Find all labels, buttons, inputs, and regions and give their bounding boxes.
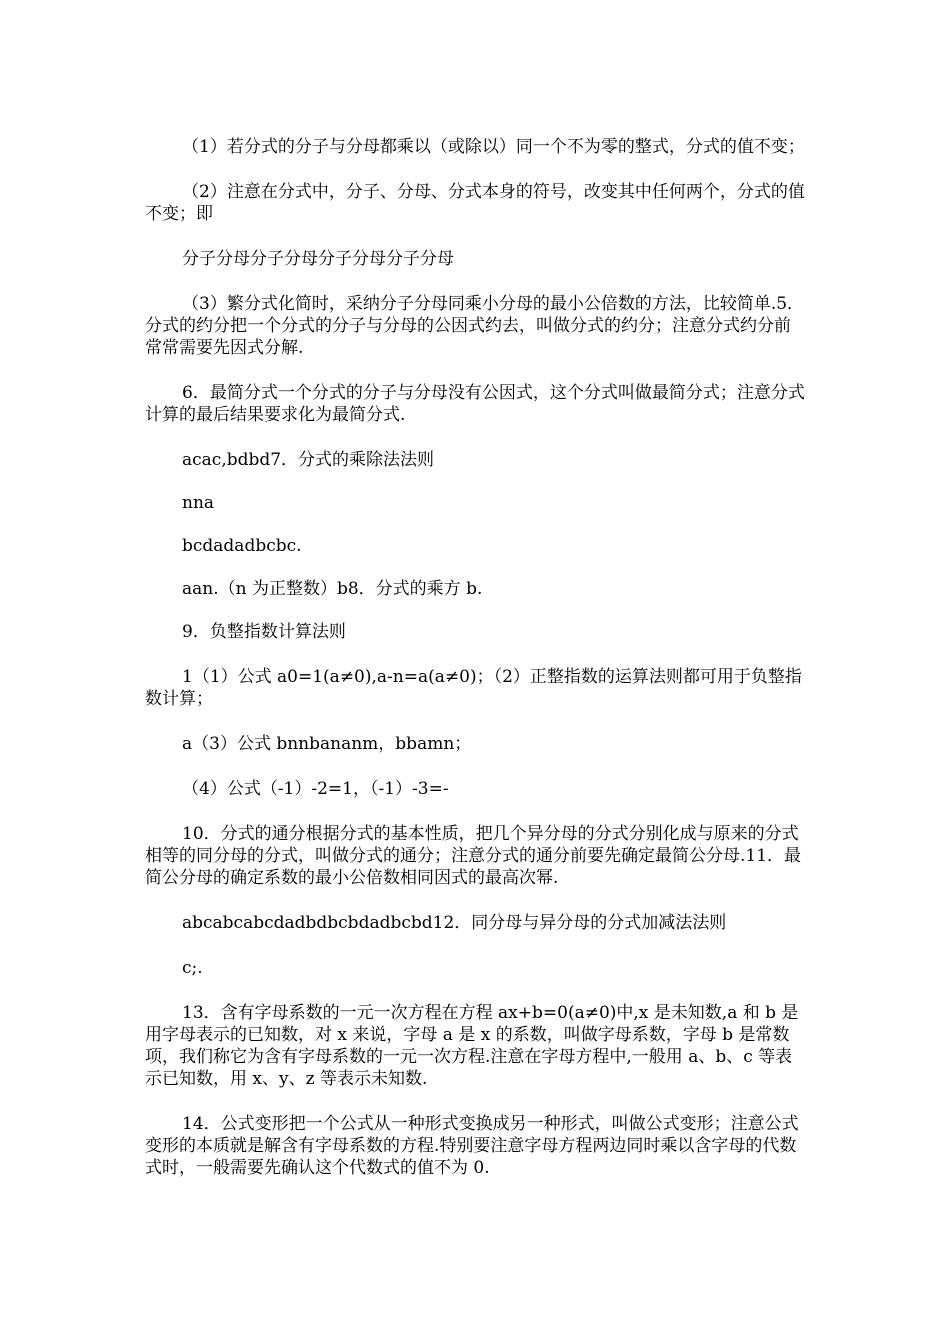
paragraph-13: （4）公式（-1）-2=1，（-1）-3=-	[182, 779, 449, 799]
paragraph-3: 分子分母分子分母分子分母分子分母	[182, 249, 454, 269]
paragraph-4: （3）繁分式化简时，采纳分子分母同乘小分母的最小公倍数的方法，比较简单.5．分式的约分把一个分式的分子与分母的公因式约去，叫做分式的约分；注意分式约分前常常需要先因式分解.	[145, 294, 805, 358]
paragraph-2: （2）注意在分式中，分子、分母、分式本身的符号，改变其中任何两个，分式的值不变；即	[145, 182, 805, 224]
paragraph-5: 6．最简分式一个分式的分子与分母没有公因式，这个分式叫做最简分式；注意分式计算的最后结果要求化为最简分式.	[145, 383, 805, 425]
paragraph-9: aan.（n 为正整数）b8．分式的乘方 b.	[182, 579, 483, 599]
paragraph-16: c;.	[182, 958, 203, 978]
document-body	[145, 136, 807, 1202]
paragraph-8: bcdadadbcbc.	[182, 536, 302, 556]
paragraph-1: （1）若分式的分子与分母都乘以（或除以）同一个不为零的整式，分式的值不变；	[182, 137, 805, 157]
paragraph-18: 14．公式变形把一个公式从一种形式变换成另一种形式，叫做公式变形；注意公式变形的本质就是解含有字母系数的方程.特别要注意字母方程两边同时乘以含字母的代数式时，一般需要先确认这个代数式的值不为 0.	[145, 1114, 799, 1178]
paragraph-17: 13．含有字母系数的一元一次方程在方程 ax+b=0(a≠0)中,x 是未知数,a 和 b 是用字母表示的已知数，对 x 来说，字母 a 是 x 的系数，叫做字母系数，字母 b 是常数项，我们称它为含有字母系数的一元一次方程.注意在字母方程中,一般用 a、b、c 等表示已知数，用 x、y、z 等表示未知数.	[145, 1003, 799, 1089]
paragraph-12: a（3）公式 bnnbananm，bbamn；	[182, 734, 472, 754]
paragraph-6: acac,bdbd7．分式的乘除法法则	[182, 450, 435, 470]
paragraph-7: nna	[182, 493, 215, 513]
paragraph-10: 9．负整指数计算法则	[182, 622, 346, 642]
paragraph-15: abcabcabcdadbdbcbdadbcbd12．同分母与异分母的分式加减法法则	[182, 913, 727, 933]
paragraph-14: 10．分式的通分根据分式的基本性质，把几个异分母的分式分别化成与原来的分式相等的同分母的分式，叫做分式的通分；注意分式的通分前要先确定最简公分母.11．最简公分母的确定系数的最小公倍数相同因式的最高次幂.	[145, 824, 802, 888]
paragraph-11: 1（1）公式 a0=1(a≠0),a-n=a(a≠0)；（2）正整指数的运算法则都可用于负整指数计算；	[145, 667, 802, 709]
